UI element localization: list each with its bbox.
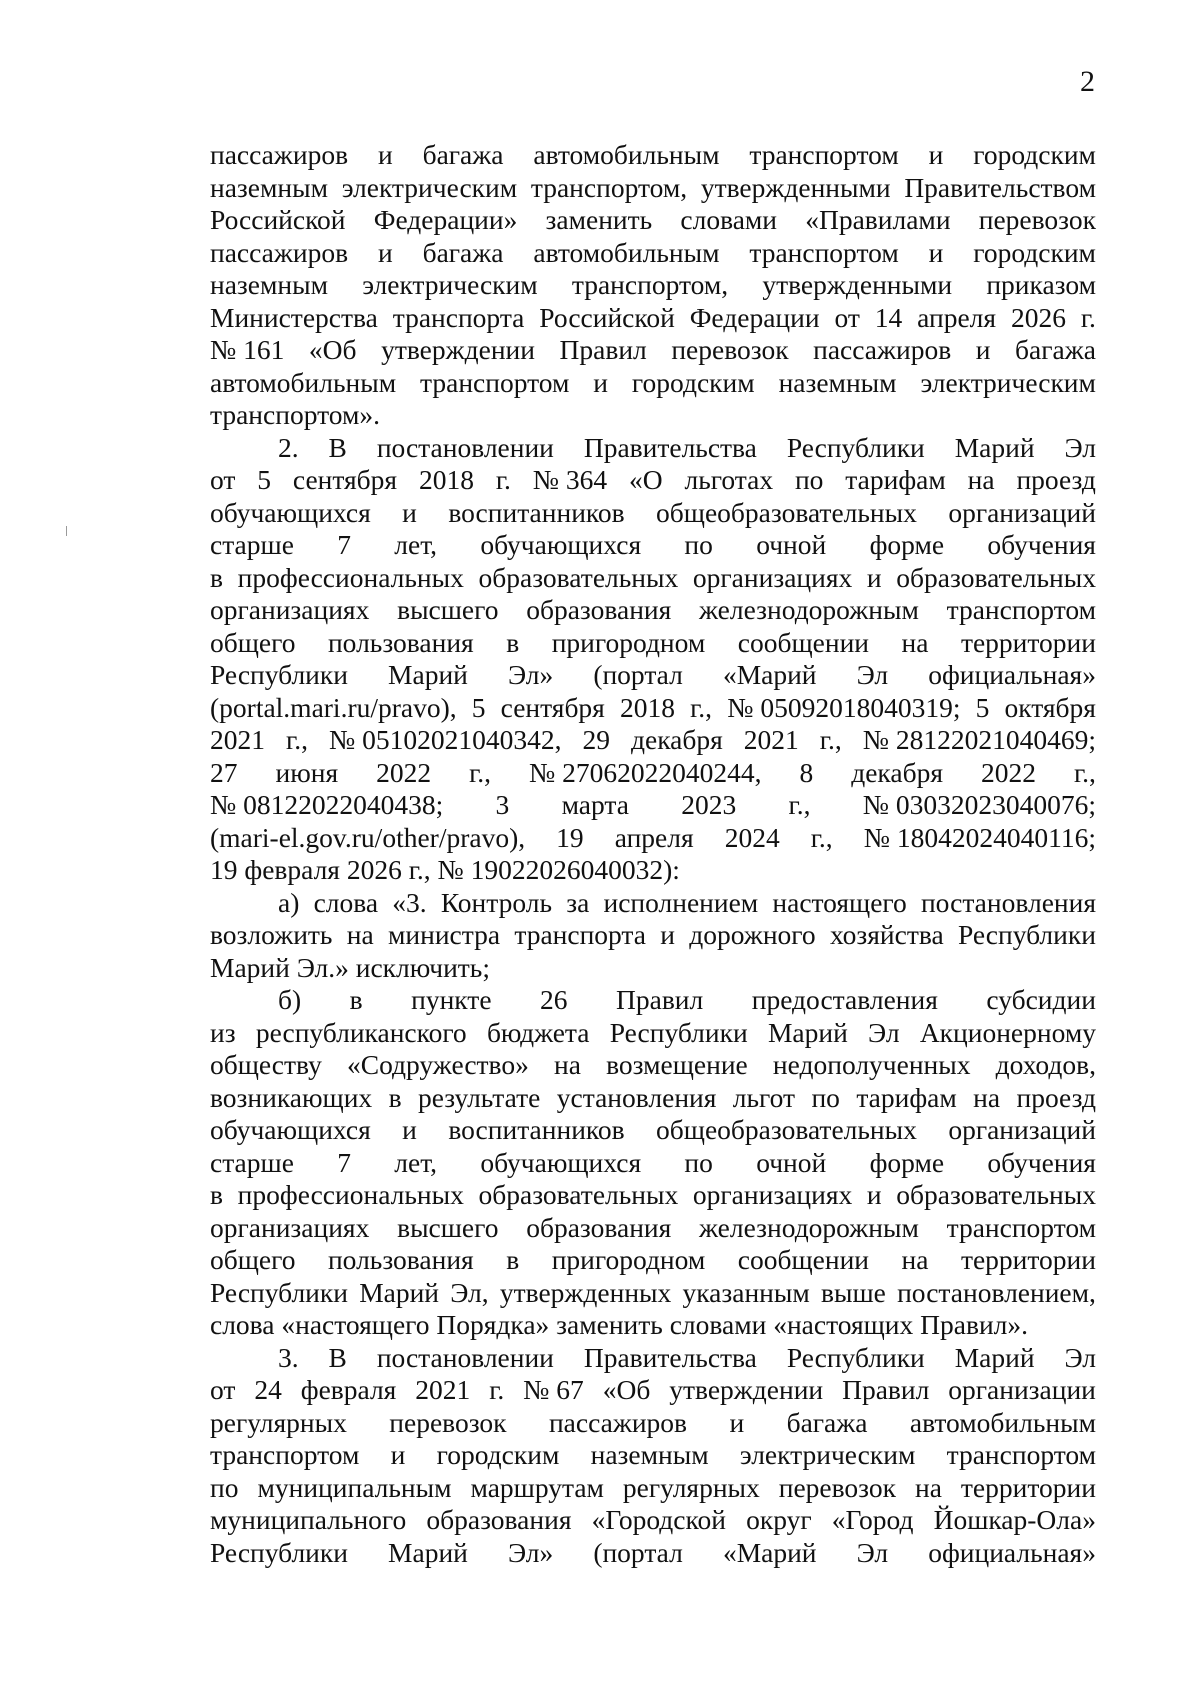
text-line: по муниципальным маршрутам регулярных перевозок на территории [210, 1471, 1096, 1503]
text-line: Республики Марий Эл» (портал «Марий Эл официальная» [210, 1536, 1096, 1568]
text-line: слова «настоящего Порядка» заменить словами «настоящих Правил». [210, 1309, 1029, 1340]
text-line: общего пользования в пригородном сообщении на территории [210, 1244, 1096, 1275]
text-line: организациях высшего образования железнодорожным транспортом [210, 1211, 1096, 1243]
text-line: 2021 г., № 05102021040342, 29 декабря 2021 г., № 28122021040469; [210, 724, 1096, 755]
text-line: 19 февраля 2026 г., № 19022026040032): [210, 854, 680, 885]
text-line: транспортом и городским наземным электрическим транспортом [210, 1439, 1096, 1470]
text-line: пассажиров и багажа автомобильным транспортом и городским [210, 139, 1096, 170]
text-line: а) слова «3. Контроль за исполнением настоящего постановления [278, 886, 1096, 918]
text-line: из республиканского бюджета Республики Марий Эл Акционерному [210, 1016, 1096, 1048]
text-line: пассажиров и багажа автомобильным транспортом и городским [210, 236, 1096, 268]
text-line: Республики Марий Эл» (портал «Марий Эл официальная» [210, 659, 1096, 690]
text-line: муниципального образования «Городской округ «Город Йошкар-Ола» [210, 1504, 1096, 1535]
text-line: от 24 февраля 2021 г. № 67 «Об утверждении Правил организации [210, 1374, 1096, 1405]
text-line: в профессиональных образовательных организациях и образовательных [210, 561, 1096, 593]
page-number: 2 [1080, 65, 1095, 98]
text-line: 3. В постановлении Правительства Республики Марий Эл [278, 1341, 1096, 1373]
text-line: б) в пункте 26 Правил предоставления субсидии [278, 984, 1096, 1015]
text-line: Российской Федерации» заменить словами «Правилами перевозок [210, 204, 1096, 235]
text-line: обучающихся и воспитанников общеобразовательных организаций [210, 1114, 1096, 1145]
text-line: старше 7 лет, обучающихся по очной форме обучения [210, 529, 1096, 560]
text-line: обучающихся и воспитанников общеобразовательных организаций [210, 496, 1096, 528]
text-line: обществу «Содружество» на возмещение недополученных доходов, [210, 1049, 1096, 1080]
text-line: общего пользования в пригородном сообщении на территории [210, 626, 1096, 658]
document-body [210, 139, 1096, 1569]
text-line: Марий Эл.» исключить; [210, 951, 490, 983]
text-line: возложить на министра транспорта и дорожного хозяйства Республики [210, 919, 1096, 950]
text-line: 27 июня 2022 г., № 27062022040244, 8 декабря 2022 г., [210, 756, 1096, 788]
text-line: возникающих в результате установления льгот по тарифам на проезд [210, 1081, 1096, 1113]
text-line: автомобильным транспортом и городским наземным электрическим [210, 366, 1096, 398]
text-line: (mari-el.gov.ru/other/pravo), 19 апреля 2024 г., № 18042024040116; [210, 821, 1096, 853]
text-line: транспортом». [210, 399, 380, 430]
text-line: (portal.mari.ru/pravo), 5 сентября 2018 г., № 05092018040319; 5 октября [210, 691, 1096, 723]
text-line: № 161 «Об утверждении Правил перевозок пассажиров и багажа [210, 334, 1096, 365]
text-line: Министерства транспорта Российской Федерации от 14 апреля 2026 г. [210, 301, 1096, 333]
text-line: регулярных перевозок пассажиров и багажа автомобильным [210, 1406, 1096, 1438]
text-line: 2. В постановлении Правительства Республики Марий Эл [278, 431, 1096, 463]
scan-artifact-mark [66, 526, 67, 536]
text-line: № 08122022040438; 3 марта 2023 г., № 03032023040076; [210, 789, 1096, 820]
text-line: от 5 сентября 2018 г. № 364 «О льготах по тарифам на проезд [210, 464, 1096, 495]
text-line: организациях высшего образования железнодорожным транспортом [210, 594, 1096, 625]
text-line: старше 7 лет, обучающихся по очной форме обучения [210, 1146, 1096, 1178]
text-line: Республики Марий Эл, утвержденных указанным выше постановлением, [210, 1276, 1096, 1308]
text-line: наземным электрическим транспортом, утвержденными Правительством [210, 171, 1096, 203]
text-line: наземным электрическим транспортом, утвержденными приказом [210, 269, 1096, 300]
text-line: в профессиональных образовательных организациях и образовательных [210, 1179, 1096, 1210]
